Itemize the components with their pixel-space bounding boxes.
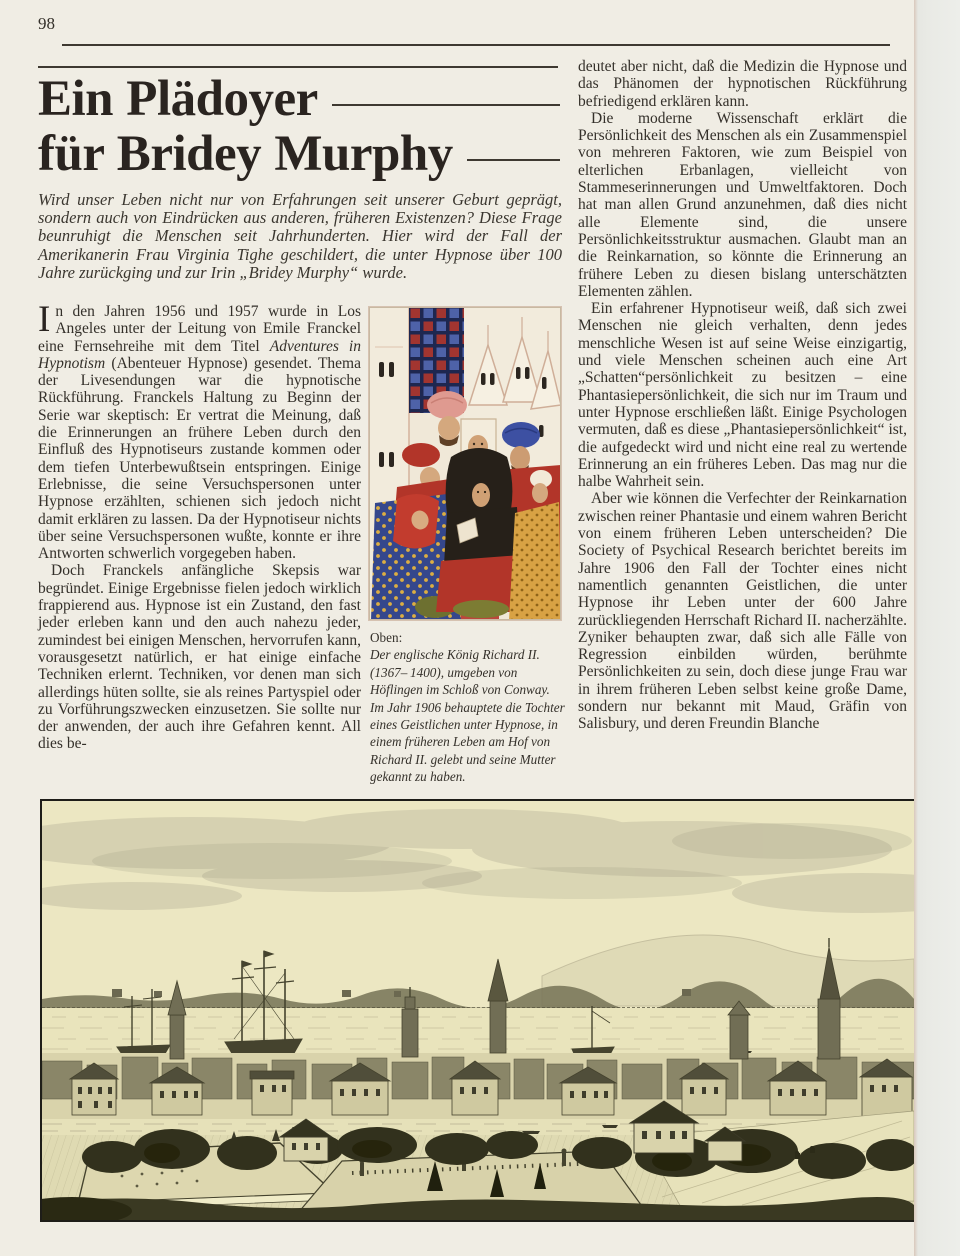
panorama-illustration bbox=[42, 801, 914, 1220]
paragraph-5: Ein erfahrener Hypnotiseur weiß, daß sich zwei Menschen nie gleich verhalten, denn jedes menschliche Wesen ist auf seine Weise einzigartig, und viele Menschen scheinen auch eine Art „Schatten“persönlichkeit zu besitzen – eine Phantasiepersönlichkeit, die sich nur im Traum und unter Hypnose erschließen läßt. Einige Psychologen vermuten, daß es diese „Phantasiepersönlichkeit“ ist, die aufgedeckt wird und nicht eine real zu wertende Erinnerung an ein früheres Leben. Das mag nur die halbe Wahrheit sein. bbox=[578, 300, 907, 491]
figure-caption bbox=[370, 629, 566, 786]
paragraph-1-text: n den Jahren 1956 und 1957 wurde in Los Angeles unter der Leitung von Emile Franckel eine Fernsehreihe mit dem Titel bbox=[38, 303, 361, 355]
miniature-illustration bbox=[369, 307, 561, 620]
paragraph-4: Die moderne Wissenschaft erklärt die Persönlichkeit des Menschen als ein Zusammenspiel von mehreren Faktoren, wie zum Beispiel von elterlichen Erbanlagen, vielleicht von Stammeserinnerungen und Umweltfaktoren. Doch hat man allen Grund anzunehmen, daß dies nicht alle Elemente sind, die unsere Persönlichkeitsstruktur ausmachen. Glaubt man an die Reinkarnation, so könnte die Erinnerung an frühere Leben zu diesen bislang unterschätzten Elementen zählen. bbox=[578, 109, 907, 300]
intro-paragraph: Wird unser Leben nicht nur von Erfahrungen seit unserer Geburt geprägt, sondern auch von Eindrücken aus anderen, früheren Existenzen? Diese Frage beunruhigt die Menschen seit Jahrhunderten. Hier wird der Fall der Amerikanerin Frau Virginia Tighe geschildert, die unter Hypnose über 100 Jahre zurückging und zur Irin „Bridey Murphy“ wurde. bbox=[38, 190, 562, 282]
city-panorama-engraving bbox=[40, 799, 916, 1222]
caption-text: Der englische König Richard II. (1367– 1400), umgeben von Höflingen im Schloß von Conway. Im Jahr 1906 behauptete die Tochter eines Geistlichen unter Hypnose, in einem früheren Leben am Hof von Richard II. gelebt und seine Mutter gekannt zu haben. bbox=[370, 647, 565, 785]
paragraph-6: Aber wie können die Verfechter der Reinkarnation zwischen reiner Phantasie und einem wahren Bericht von einem früheren Leben unterscheiden? Die Society of Psychical Research berichtet bereits im Jahre 1906 den Fall der Tochter eines nicht namentlich genannten Geistlichen, die unter Hypnose ihr Leben unter der 600 Jahre zurückliegenden Herrschaft Richard II. nacherzählte. Zyniker behaupten zwar, daß sich alle Fälle von Regression einbilden würden, berühmte Persönlichkeiten zu sein, doch diese junge Frau war in ihrem früheren Leben selbst keine große Dame, sondern nur bekannt mit Maud, Gräfin von Salisbury, und deren Freundin Blanche bbox=[578, 490, 907, 733]
page-edge-shadow bbox=[914, 0, 960, 1256]
title-line-2 bbox=[38, 127, 560, 182]
article-title bbox=[38, 72, 560, 182]
top-rule bbox=[62, 44, 890, 46]
header-rule bbox=[38, 66, 558, 68]
caption-label: Oben: bbox=[370, 630, 403, 645]
page-number: 98 bbox=[38, 14, 55, 33]
left-column bbox=[38, 299, 361, 753]
paragraph-1-rest: (Abenteuer Hypnose) gesendet. Thema der Livesendungen war die hypnotische Rückführung. Franckels Haltung zu Beginn der Serie war skeptisch: Er vertrat die Meinung, daß die Erinnerungen an frühere Leben durch den Einfluß des Hypnotiseurs zustande kommen oder dem tiefen Unterbewußtsein entspringen. Einige Erlebnisse, die seine Versuchspersonen unter Hypnose erzählten, schienen sich jedoch nicht damit erklären zu lassen. Da der Hypnotiseur nichts über seine Versuchspersonen wußte, konnte er ihre Antworten schwerlich vorgegeben haben. bbox=[38, 354, 361, 563]
title-text-2: für Bridey Murphy bbox=[38, 126, 453, 182]
paragraph-1-italic: Adventures in Hypnotism bbox=[38, 337, 361, 372]
richard-ii-miniature bbox=[368, 306, 562, 621]
title-line-1 bbox=[38, 72, 560, 127]
title-text-1: Ein Plädoyer bbox=[38, 71, 318, 127]
paragraph-2: Doch Franckels anfängliche Skepsis war begründet. Einige Ergebnisse fielen jedoch wirklich frappierend aus. Hypnose ist ein Zustand, den fast jeder erleben kann und den auch nahezu jeder, zumindest bei einigen Menschen, hervorrufen kann, vorausgesetzt natürlich, er hat einige einfache Techniken erlernt. Techniken, vor denen man sich allerdings hüten sollte, sie als reines Partyspiel oder zu Vorführungszwecken einzusetzen. Sie sollte nur der anwenden, der auch ihre Gefahren kennt. All dies be- bbox=[38, 562, 361, 753]
drop-cap: I bbox=[38, 299, 51, 340]
paragraph-1 bbox=[38, 299, 361, 563]
title-rule-1 bbox=[332, 104, 560, 106]
right-column bbox=[578, 58, 907, 733]
paragraph-3: deutet aber nicht, daß die Medizin die Hypnose und das Phänomen der hypnotischen Rückführung befriedigend erklären kann. bbox=[578, 58, 907, 110]
title-rule-2 bbox=[467, 159, 560, 161]
